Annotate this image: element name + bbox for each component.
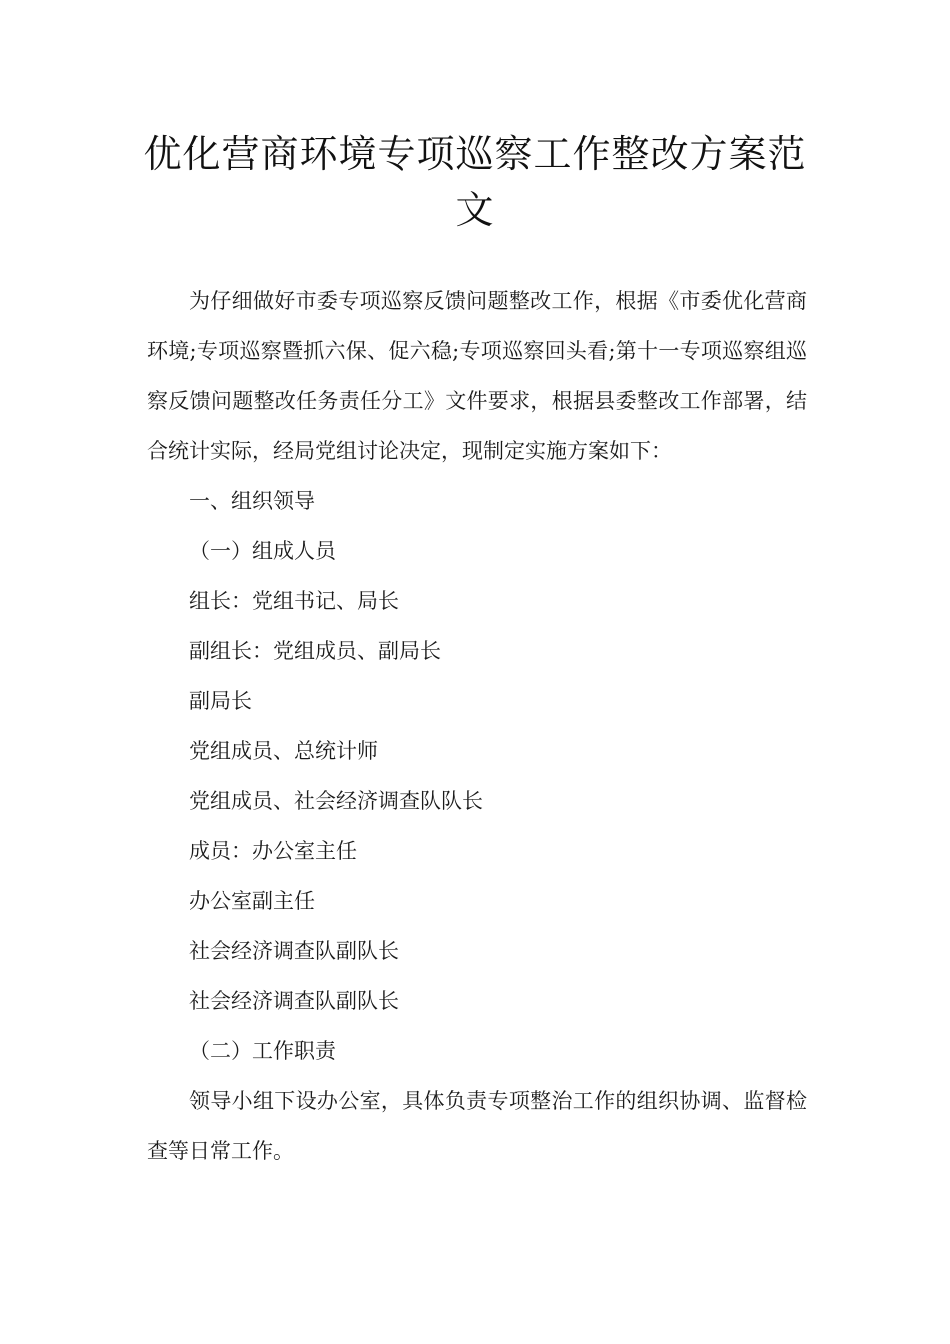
member-line: 组长：党组书记、局长 [189,589,399,613]
duties-paragraph: 领导小组下设办公室，具体负责专项整治工作的组织协调、监督检查等日常工作。 [147,1089,807,1163]
subsection-heading-members: （一）组成人员 [189,539,336,563]
document-body [147,276,807,1176]
intro-paragraph: 为仔细做好市委专项巡察反馈问题整改工作，根据《市委优化营商环境;专项巡察暨抓六保、促六稳;专项巡察回头看;第十一专项巡察组巡察反馈问题整改任务责任分工》文件要求，根据县委整改工作部署，结合统计实际，经局党组讨论决定，现制定实施方案如下： [147,289,807,463]
member-line: 社会经济调查队副队长 [189,939,399,963]
member-line: 副局长 [189,689,252,713]
member-line: 办公室副主任 [189,889,315,913]
document-title: 优化营商环境专项巡察工作整改方案范文 [143,132,807,232]
member-line: 成员：办公室主任 [189,839,357,863]
member-line: 副组长：党组成员、副局长 [189,639,441,663]
section-heading-organization: 一、组织领导 [189,489,315,513]
member-line: 党组成员、社会经济调查队队长 [189,789,483,813]
member-line: 党组成员、总统计师 [189,739,378,763]
member-line: 社会经济调查队副队长 [189,989,399,1013]
subsection-heading-duties: （二）工作职责 [189,1039,336,1063]
